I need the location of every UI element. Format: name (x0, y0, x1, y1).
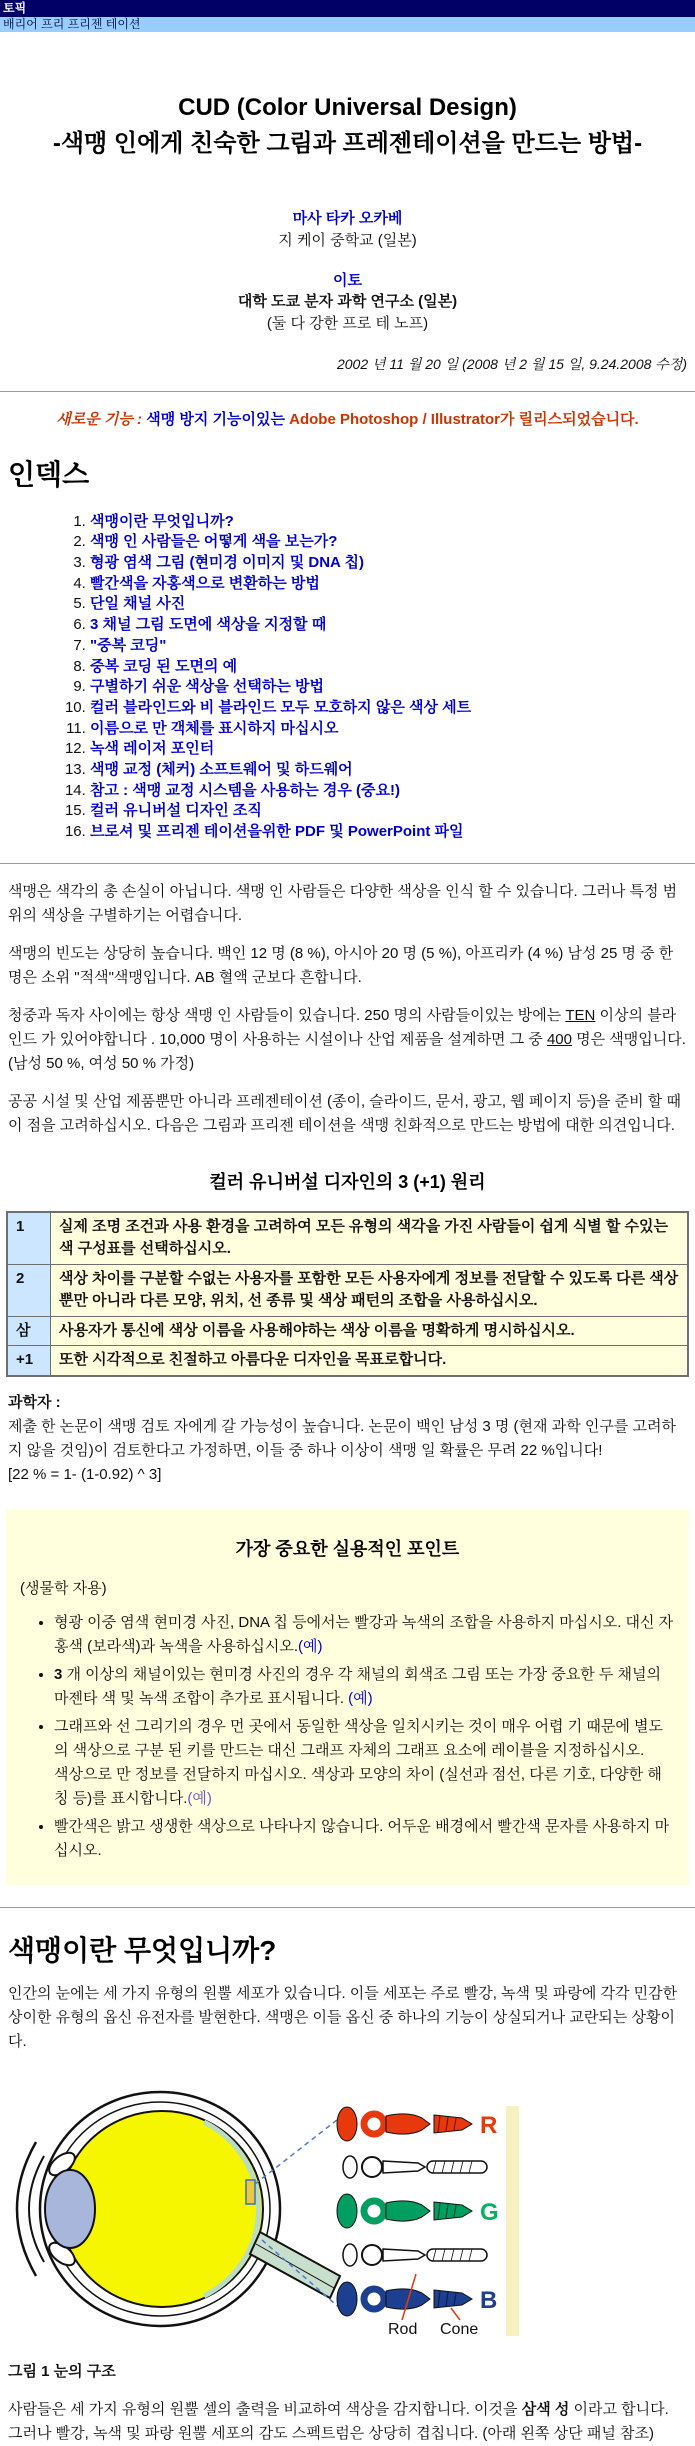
figure-caption: 그림 1 눈의 구조 (8, 2362, 116, 2380)
example-link-visited[interactable]: (예) (187, 1790, 212, 1808)
label-cone: Cone (440, 2320, 479, 2338)
label-blue-cone: B (480, 2286, 498, 2314)
index-link[interactable]: 브로셔 및 프리젠 테이션을위한 PDF 및 PowerPoint 파일 (90, 823, 464, 841)
point-text: 빨간색은 밝고 생생한 색상으로 나타나지 않습니다. 어두운 배경에서 빨간색 문자를 사용하지 마십시오. (54, 1818, 670, 1860)
divider (0, 1907, 695, 1908)
principle-text: 실제 조명 조건과 사용 환경을 고려하여 모든 유형의 색각을 가진 사람들이 쉽게 식별 할 수있는 색 구성표를 선택하십시오. (51, 1212, 689, 1265)
green-cone-cell (337, 2194, 472, 2228)
index-item (90, 677, 695, 698)
author-2 (0, 270, 695, 335)
after-text: 사람들은 세 가지 유형의 원뿔 셀의 출력을 비교하여 색상을 감지합니다. 이것을 (8, 2400, 522, 2418)
divider (0, 863, 695, 864)
table-row (7, 1346, 688, 1376)
scientist-note (8, 1391, 687, 1487)
principle-text: 사용자가 통신에 색상 이름을 사용해야하는 색상 이름을 명확하게 명시하십시오. (51, 1316, 689, 1346)
index-link[interactable]: 컬러 유니버설 디자인 조직 (90, 802, 262, 820)
example-link[interactable]: (예) (298, 1638, 323, 1656)
index-link[interactable]: 중복 코딩 된 도면의 예 (90, 657, 238, 675)
principle-text: 색상 차이를 구분할 수없는 사용자를 포함한 모든 사용자에게 정보를 전달할 수 있도록 다른 색상뿐만 아니라 다른 모양, 위치, 선 종류 및 색상 패턴의 조합을 사용하십시오. (51, 1264, 689, 1316)
index-item (90, 781, 695, 802)
index-item (90, 698, 695, 719)
author-note: (둘 다 강한 프로 테 노프) (266, 315, 429, 332)
index-item (90, 615, 695, 636)
list-item (54, 1815, 675, 1863)
points-list (20, 1611, 675, 1863)
topbar (0, 0, 695, 17)
divider (0, 391, 695, 392)
breadcrumb-bar (0, 17, 695, 32)
author-block (0, 208, 695, 335)
index-item (90, 822, 695, 843)
news-product: Adobe Photoshop / Illustrator (289, 411, 500, 429)
index-item (90, 553, 695, 574)
label-green-cone: G (480, 2198, 499, 2226)
author-1 (0, 208, 695, 252)
news-prefix: 새로운 기능 : (56, 411, 143, 429)
point-text: 개 이상의 채널이있는 현미경 사진의 경우 각 채널의 회색조 그림 또는 가장 중요한 두 채널의 마젠타 색 및 녹색 조합이 추가로 표시됩니다. (54, 1666, 661, 1708)
index-link[interactable]: 단일 채널 사진 (90, 595, 186, 613)
principles-heading: 컬러 유니버설 디자인의 3 (+1) 원리 (209, 1171, 486, 1192)
intro-paragraph-2: 색맹의 빈도는 상당히 높습니다. 백인 12 명 (8 %), 아시아 20 명 (5 %), 아프리카 (4 %) 남성 25 명 중 한 명은 소위 "적색"색맹입니다. AB 혈액 군보다 흔합니다. (8, 944, 674, 986)
figure-eye-structure (8, 2080, 687, 2346)
date-line: 2002 년 11 월 20 일 (2008 년 2 월 15 일, 9.24.2008 수정) (336, 355, 687, 372)
index-item (90, 719, 695, 740)
red-cone-cell (337, 2107, 472, 2141)
principle-number: 2 (7, 1264, 51, 1316)
section1-heading: 색맹이란 무엇입니까? (8, 1935, 277, 1967)
point-text: 형광 이중 염색 현미경 사진, DNA 칩 등에서는 빨강과 녹색의 조합을 사용하지 마십시오. 대신 자홍색 (보라색)과 녹색을 사용하십시오. (54, 1614, 674, 1656)
index-link[interactable]: 참고 : 색맹 교정 시스템을 사용하는 경우 (중요!) (90, 781, 400, 799)
index-list (0, 512, 695, 843)
intro-p3-text: 명은 색맹입니다. (남성 50 %, 여성 50 % 가정) (8, 1030, 686, 1072)
four-hundred-link[interactable]: 400 (546, 1030, 572, 1048)
index-item (90, 636, 695, 657)
list-item (54, 1663, 675, 1711)
table-row (7, 1264, 688, 1316)
news-line (8, 408, 687, 432)
intro-p3-text: 이상의 블라인드 가 있어야합니다 . 10,000 명이 사용하는 시설이나 산업 제품을 설계하면 그 중 (8, 1006, 677, 1048)
ten-link[interactable]: TEN (565, 1006, 596, 1024)
point-text: 그래프와 선 그리기의 경우 먼 곳에서 동일한 색상을 일치시키는 것이 매우 어렵 기 때문에 별도의 색상으로 구분 된 키를 만드는 대신 그래프 자체의 그래프 요소에 레이블을 지정하십시오. (54, 1718, 663, 1760)
news-link[interactable]: 색맹 방지 기능이있는 (146, 411, 285, 429)
index-item (90, 657, 695, 678)
table-row (7, 1212, 688, 1265)
practical-points-box (6, 1509, 689, 1886)
principles-table (6, 1211, 689, 1377)
lens (45, 2170, 95, 2248)
point-lead: 3 (54, 1666, 63, 1684)
after-text: 이라고 합니다. 그러나 빨강, 녹색 및 파랑 원뿔 세포의 감도 스펙트럼은 상당히 겹칩니다. (아래 왼쪽 상단 패널 참조) (8, 2400, 669, 2442)
intro-paragraph-1: 색맹은 색각의 총 손실이 아닙니다. 색맹 인 사람들은 다양한 색상을 인식 할 수 있습니다. 그러나 특정 범위의 색상을 구별하기는 어렵습니다. (8, 882, 678, 924)
author2-affiliation: 대학 도쿄 분자 과학 연구소 (일본) (237, 293, 458, 311)
eye-diagram (8, 2080, 520, 2338)
index-heading: 인덱스 (8, 459, 90, 491)
point-text: 색상으로 만 정보를 전달하지 마십시오. 색상과 모양의 차이 (실선과 점선, 다른 기호, 다양한 해칭 등)를 표시합니다. (54, 1766, 662, 1808)
points-subnote: (생물학 자용) (20, 1580, 107, 1598)
trichromacy-term: 삼색 성 (521, 2400, 570, 2418)
principle-number: +1 (7, 1346, 51, 1376)
index-link[interactable]: "중복 코딩" (90, 636, 167, 654)
index-link[interactable]: 컬러 블라인드와 비 블라인드 모두 모호하지 않은 색상 세트 (90, 698, 472, 716)
table-row (7, 1316, 688, 1346)
news-suffix: 가 릴리스되었습니다. (499, 411, 639, 429)
principle-number: 삼 (7, 1316, 51, 1346)
index-link[interactable]: 녹색 레이저 포인터 (90, 740, 215, 758)
principle-text: 또한 시각적으로 친절하고 아름다운 디자인을 목표로합니다. (51, 1346, 689, 1376)
index-link[interactable]: 색맹 인 사람들은 어떻게 색을 보는가? (90, 533, 338, 551)
scientist-text: 제출 한 논문이 색맹 검토 자에게 갈 가능성이 높습니다. 논문이 백인 남성 3 명 (현재 과학 인구를 고려하지 않을 것임)이 검토한다고 가정하면, 이들 중 하나 이상이 색맹 일 확률은 무려 22 %입니다! (8, 1417, 676, 1459)
intro-paragraph-4: 공공 시설 및 산업 제품뿐만 아니라 프레젠테이션 (종이, 슬라이드, 문서, 광고, 웹 페이지 등)을 준비 할 때이 점을 고려하십시오. 다음은 그림과 프리젠 테이션을 색맹 친화적으로 만드는 방법에 대한 의견입니다. (8, 1092, 681, 1134)
points-heading: 가장 중요한 실용적인 포인트 (235, 1538, 460, 1559)
section1-paragraph: 인간의 눈에는 세 가지 유형의 원뿔 세포가 있습니다. 이들 세포는 주로 빨강, 녹색 및 파랑에 각각 민감한 상이한 유형의 옵신 유전자를 발현한다. 색맹은 이들 옵신 중 하나의 기능이 상실되거나 교란되는 상황이다. (8, 1984, 678, 2050)
index-link[interactable]: 색맹이란 무엇입니까? (90, 512, 234, 530)
cone-leader-line (451, 2308, 460, 2320)
index-link[interactable]: 구별하기 쉬운 색상을 선택하는 방법 (90, 678, 325, 696)
pigment-strip (506, 2106, 519, 2336)
index-link[interactable]: 형광 염색 그림 (현미경 이미지 및 DNA 칩) (90, 554, 364, 572)
page-title-line1: CUD (Color Universal Design) (178, 94, 517, 121)
index-item (90, 739, 695, 760)
author1-link[interactable]: 마사 타카 오카베 (292, 210, 403, 227)
scientist-label: 과학자 : (8, 1393, 61, 1411)
index-item (90, 532, 695, 553)
example-link[interactable]: (예) (348, 1690, 373, 1708)
index-item (90, 760, 695, 781)
principle-number: 1 (7, 1212, 51, 1265)
intro-paragraph-3 (8, 1004, 687, 1076)
page-title (30, 90, 665, 162)
rod-cell (343, 2156, 487, 2178)
label-rod: Rod (388, 2320, 418, 2338)
index-item (90, 574, 695, 595)
index-item (90, 594, 695, 615)
list-item (54, 1715, 675, 1811)
index-item (90, 801, 695, 822)
scientist-formula: [22 % = 1- (1-0.92) ^ 3] (8, 1465, 162, 1483)
author1-affiliation: 지 케이 중학교 (일본) (278, 231, 417, 249)
index-link[interactable]: 빨간색을 자홍색으로 변환하는 방법 (90, 574, 320, 592)
label-red-cone: R (480, 2111, 498, 2139)
topbar-label: 토픽 (3, 1, 27, 15)
section1-after-paragraph (8, 2398, 687, 2446)
list-item (54, 1611, 675, 1659)
index-link[interactable]: 3 채널 그림 도면에 색상을 지정할 때 (90, 616, 327, 634)
intro-p3-text: 청중과 독자 사이에는 항상 색맹 인 사람들이 있습니다. 250 명의 사람들이있는 방에는 (8, 1006, 566, 1024)
retina-patch (246, 2180, 255, 2204)
index-item (90, 512, 695, 533)
cornea-outline (17, 2142, 36, 2276)
breadcrumb-link[interactable]: 배리어 프리 프리젠 테이션 (3, 17, 141, 31)
index-link[interactable]: 이름으로 만 객체를 표시하지 마십시오 (90, 719, 339, 737)
index-link[interactable]: 색맹 교정 (체커) 소프트웨어 및 하드웨어 (90, 760, 353, 778)
page-title-line2: -색맹 인에게 친숙한 그림과 프레젠테이션을 만드는 방법- (52, 130, 643, 157)
author2-link[interactable]: 이토 (333, 271, 362, 289)
rod-cell (343, 2244, 487, 2266)
